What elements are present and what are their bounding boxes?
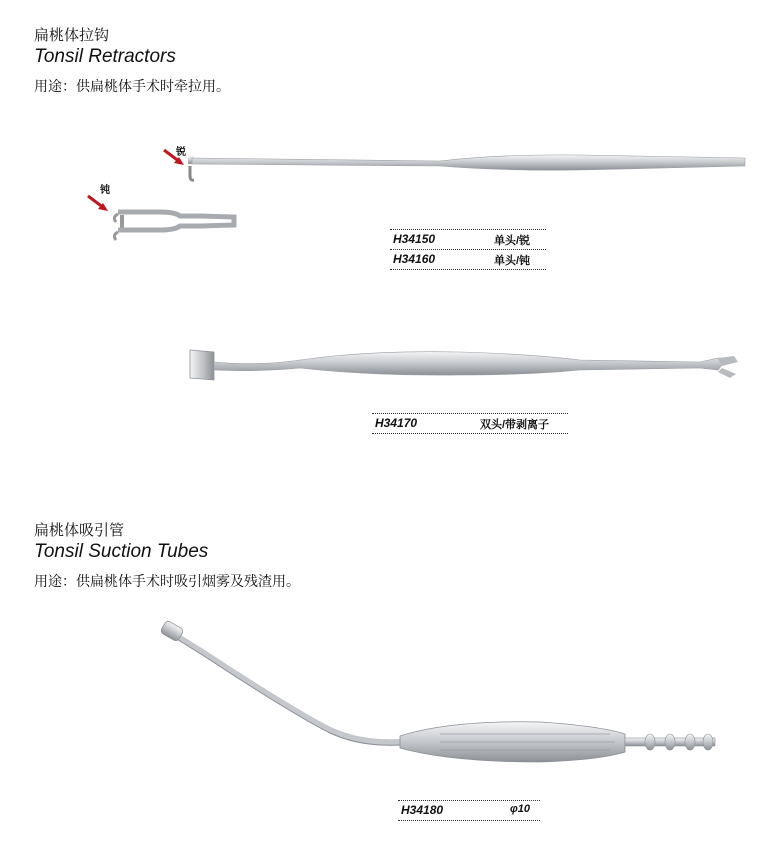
table-row <box>390 230 546 248</box>
dotted-divider <box>390 269 546 270</box>
section2-usage: 用途：供扁桃体手术时吸引烟雾及残渣用。 <box>34 574 300 590</box>
product-code: H34160 <box>393 252 436 266</box>
table-row <box>372 414 568 432</box>
table-row <box>398 801 540 819</box>
product-code: H34150 <box>393 232 436 246</box>
retractor-double-image <box>190 350 738 380</box>
section1-usage: 用途：供扁桃体手术时牵拉用。 <box>34 79 230 95</box>
product-code: H34180 <box>401 803 444 817</box>
section1-title-en: Tonsil Retractors <box>34 46 176 67</box>
suction-tube-image <box>160 620 715 762</box>
product-spec: φ10 <box>510 803 530 815</box>
product-spec: 双头/带剥离子 <box>480 419 550 431</box>
retractor-sharp-image <box>188 155 745 180</box>
red-arrow-icon <box>88 196 108 211</box>
retractor-blunt-image <box>114 212 234 240</box>
mark-sharp: 锐 <box>176 147 186 158</box>
section2-title-en: Tonsil Suction Tubes <box>34 541 209 562</box>
section2-title-cn: 扁桃体吸引管 <box>34 521 125 539</box>
product-spec: 单头/钝 <box>494 255 531 267</box>
dotted-divider <box>398 820 540 821</box>
dotted-divider <box>372 433 568 434</box>
product-spec: 单头/锐 <box>494 235 531 247</box>
product-code: H34170 <box>375 416 418 430</box>
table-row <box>390 250 546 268</box>
mark-blunt: 钝 <box>100 185 110 196</box>
section1-title-cn: 扁桃体拉钩 <box>34 26 110 44</box>
